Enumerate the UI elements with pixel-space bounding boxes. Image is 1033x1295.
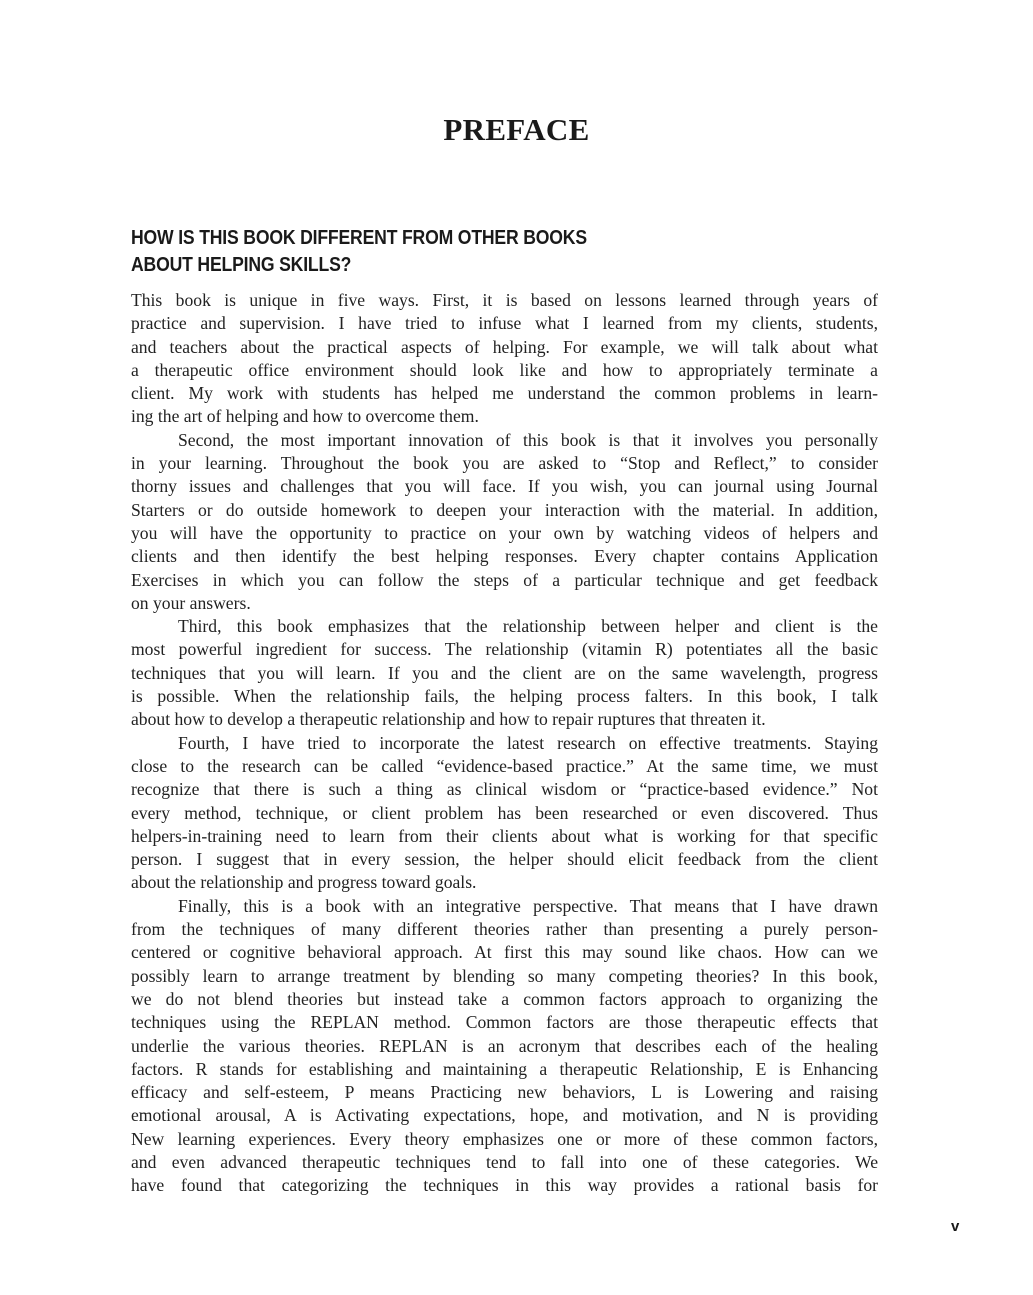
- text-line: thorny issues and challenges that you will face. If you wish, you can journal using Journal: [131, 476, 878, 497]
- text-line: we do not blend theories but instead take a common factors approach to organizing the: [131, 988, 878, 1009]
- paragraph: [131, 732, 878, 895]
- paragraph: [131, 615, 878, 731]
- text-line: emotional arousal, A is Activating expectations, hope, and motivation, and N is providing: [131, 1105, 878, 1126]
- text-line: you will have the opportunity to practice on your own by watching videos of helpers and: [131, 522, 878, 543]
- text-line: about the relationship and progress toward goals.: [131, 872, 477, 893]
- text-line: helpers-in-training need to learn from their clients about what is working for that specific: [131, 825, 878, 846]
- text-line: in your learning. Throughout the book you are asked to “Stop and Reflect,” to consider: [131, 453, 878, 474]
- section-heading-line: ABOUT HELPING SKILLS?: [131, 254, 352, 276]
- text-line: and teachers about the practical aspects of helping. For example, we will talk about what: [131, 336, 878, 357]
- text-line: close to the research can be called “evidence-based practice.” At the same time, we must: [131, 755, 878, 776]
- text-line: underlie the various theories. REPLAN is an acronym that describes each of the healing: [131, 1035, 878, 1056]
- text-line: is possible. When the relationship fails, the helping process falters. In this book, I talk: [131, 686, 878, 707]
- text-line: a therapeutic office environment should look like and how to appropriately terminate a: [131, 359, 878, 380]
- body-text: [131, 289, 878, 1198]
- text-line: most powerful ingredient for success. The relationship (vitamin R) potentiates all the basic: [131, 639, 878, 660]
- text-line: clients and then identify the best helping responses. Every chapter contains Application: [131, 546, 878, 567]
- text-line: recognize that there is such a thing as clinical wisdom or “practice-based evidence.” Not: [131, 779, 878, 800]
- text-line: techniques that you will learn. If you and the client are on the same wavelength, progress: [131, 662, 878, 683]
- text-line: person. I suggest that in every session, the helper should elicit feedback from the client: [131, 849, 878, 870]
- text-line: practice and supervision. I have tried to infuse what I learned from my clients, students,: [131, 313, 878, 334]
- section-heading-line: HOW IS THIS BOOK DIFFERENT FROM OTHER BOOKS: [131, 227, 587, 249]
- page-title: PREFACE: [443, 112, 590, 147]
- text-line: about how to develop a therapeutic relationship and how to repair ruptures that threaten it.: [131, 709, 766, 730]
- text-line: efficacy and self-esteem, P means Practicing new behaviors, L is Lowering and raising: [131, 1082, 878, 1103]
- text-line: every method, technique, or client problem has been researched or even discovered. Thus: [131, 802, 878, 823]
- text-line: Third, this book emphasizes that the relationship between helper and client is the: [178, 616, 878, 637]
- text-line: techniques using the REPLAN method. Common factors are those therapeutic effects that: [131, 1012, 878, 1033]
- text-line: have found that categorizing the techniques in this way provides a rational basis for: [131, 1175, 878, 1196]
- text-line: Fourth, I have tried to incorporate the latest research on effective treatments. Staying: [178, 732, 878, 753]
- paragraph: [131, 429, 878, 615]
- section-heading: [131, 225, 800, 279]
- text-line: New learning experiences. Every theory emphasizes one or more of these common factors,: [131, 1128, 878, 1149]
- text-line: on your answers.: [131, 592, 251, 613]
- text-line: This book is unique in five ways. First, it is based on lessons learned through years of: [131, 290, 878, 310]
- text-line: Exercises in which you can follow the steps of a particular technique and get feedback: [131, 569, 878, 590]
- paragraph: [131, 289, 878, 429]
- text-line: possibly learn to arrange treatment by blending so many competing theories? In this book,: [131, 965, 878, 986]
- text-line: Second, the most important innovation of this book is that it involves you personally: [178, 429, 878, 450]
- page-number: v: [951, 1218, 960, 1235]
- text-line: ing the art of helping and how to overcome them.: [131, 406, 479, 427]
- text-line: centered or cognitive behavioral approach. At first this may sound like chaos. How can we: [131, 942, 878, 963]
- paragraph: [131, 895, 878, 1198]
- text-line: Starters or do outside homework to deepen your interaction with the material. In addition,: [131, 499, 878, 520]
- text-line: client. My work with students has helped me understand the common problems in learn-: [131, 383, 878, 404]
- text-line: and even advanced therapeutic techniques tend to fall into one of these categories. We: [131, 1151, 878, 1172]
- text-line: from the techniques of many different theories rather than presenting a purely person-: [131, 919, 878, 940]
- text-line: factors. R stands for establishing and maintaining a therapeutic Relationship, E is Enhancing: [131, 1058, 878, 1079]
- text-line: Finally, this is a book with an integrative perspective. That means that I have drawn: [178, 895, 878, 916]
